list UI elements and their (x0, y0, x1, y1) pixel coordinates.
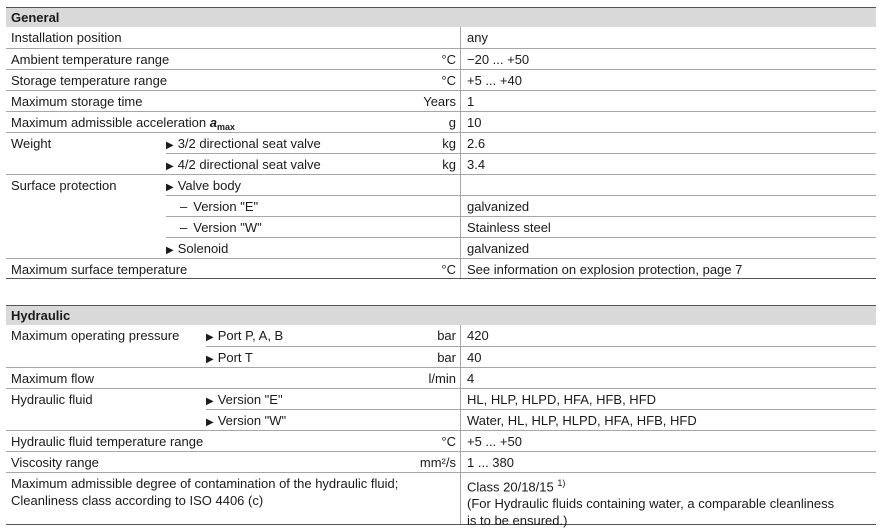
unit: kg (406, 153, 460, 174)
value: 40 (460, 346, 876, 367)
label: Viscosity range (11, 455, 99, 470)
value: 10 (460, 112, 876, 132)
value: any (460, 27, 876, 48)
label: Hydraulic fluid temperature range (11, 434, 204, 449)
right-triangle-icon: ▶ (166, 140, 174, 151)
right-triangle-icon: ▶ (206, 417, 214, 428)
sub-text: 3/2 directional seat valve (177, 136, 321, 151)
row-weight-2 (6, 153, 876, 174)
sub-label (166, 153, 406, 174)
sub-text: Version "E" (193, 199, 259, 214)
row-contamination (6, 472, 876, 529)
unit: °C (441, 52, 456, 67)
label-text: Maximum admissible acceleration (11, 115, 207, 130)
sub-label (166, 133, 406, 153)
general-heading: General (6, 7, 876, 27)
label: Hydraulic fluid (11, 392, 93, 407)
sub-label (206, 409, 406, 430)
unit (406, 389, 460, 409)
sub-text: Version "E" (217, 392, 283, 407)
right-triangle-icon: ▶ (206, 396, 214, 407)
unit: l/min (428, 371, 456, 386)
value: galvanized (460, 237, 876, 258)
label: Maximum surface temperature (11, 262, 188, 277)
value-line-2: (For Hydraulic fluids containing water, a comparable cleanliness (467, 496, 835, 512)
row-installation-position (6, 27, 876, 48)
value: −20 ... +50 (460, 49, 876, 69)
row-ambient-temp (6, 48, 876, 69)
value (460, 175, 876, 195)
row-surface-temp (6, 258, 876, 279)
class-text: Class 20/18/15 (467, 479, 554, 495)
value: 420 (460, 325, 876, 346)
row-acceleration (6, 111, 876, 132)
label (6, 112, 406, 132)
value: Water, HL, HLP, HLPD, HFA, HFB, HFD (460, 409, 876, 430)
unit (406, 175, 460, 195)
value: +5 ... +50 (460, 431, 876, 451)
value: 1 ... 380 (460, 452, 876, 472)
sub-text: Solenoid (177, 241, 229, 256)
sub-label (166, 195, 406, 216)
row-surface-solenoid (6, 237, 876, 258)
spacer (6, 216, 166, 237)
spacer (6, 409, 206, 430)
sub-label (166, 175, 406, 195)
label: Weight (11, 136, 52, 151)
label: Ambient temperature range (11, 52, 170, 67)
value: HL, HLP, HLPD, HFA, HFB, HFD (460, 389, 876, 409)
general-section (6, 7, 876, 279)
right-triangle-icon: ▶ (206, 332, 214, 343)
sub-text: Port P, A, B (217, 328, 284, 343)
row-fluid-temp (6, 430, 876, 451)
sub-text: Version "W" (217, 413, 287, 428)
subscript: max (216, 122, 235, 132)
value: galvanized (460, 195, 876, 216)
right-triangle-icon: ▶ (166, 245, 174, 256)
unit: °C (441, 73, 456, 88)
row-storage-time (6, 90, 876, 111)
label-line-2: Cleanliness class according to ISO 4406 (c) (11, 493, 264, 508)
sub-label (206, 389, 406, 409)
label: Maximum flow (11, 371, 95, 386)
row-fluid-1 (6, 388, 876, 409)
row-storage-temp (6, 69, 876, 90)
unit (406, 195, 460, 216)
sub-label (166, 237, 406, 258)
value-line-3: is to be ensured.) (467, 513, 568, 529)
row-viscosity (6, 451, 876, 472)
dash-mark: – (180, 220, 188, 235)
row-fluid-2 (6, 409, 876, 430)
unit: °C (441, 262, 456, 277)
unit: kg (442, 136, 456, 151)
unit: °C (441, 434, 456, 449)
sub-text: Version "W" (193, 220, 262, 235)
value: 1 (460, 91, 876, 111)
label-line-1: Maximum admissible degree of contamination of the hydraulic fluid; (11, 476, 399, 491)
right-triangle-icon: ▶ (166, 161, 174, 172)
footnote-marker: 1) (557, 478, 566, 488)
label: Storage temperature range (11, 73, 168, 88)
value: 2.6 (460, 133, 876, 153)
label: Maximum operating pressure (11, 328, 180, 343)
value (460, 473, 876, 529)
row-surface-version-e (6, 195, 876, 216)
unit (406, 216, 460, 237)
unit (406, 409, 460, 430)
spacer (6, 237, 166, 258)
sub-label (166, 216, 406, 237)
label: Maximum storage time (11, 94, 143, 109)
row-surface-version-w (6, 216, 876, 237)
unit: mm²/s (419, 455, 456, 470)
hydraulic-heading: Hydraulic (6, 305, 876, 325)
label: Surface protection (11, 178, 117, 193)
value: Stainless steel (460, 216, 876, 237)
value: +5 ... +40 (460, 70, 876, 90)
unit: g (448, 115, 456, 130)
sub-text: 4/2 directional seat valve (177, 157, 321, 172)
sub-label (206, 325, 406, 346)
unit: Years (423, 94, 456, 109)
spacer (6, 153, 166, 174)
label: Installation position (11, 30, 122, 45)
hydraulic-section (6, 305, 876, 529)
right-triangle-icon: ▶ (206, 354, 214, 365)
value: 4 (460, 368, 876, 388)
symbol: a (209, 115, 217, 130)
sub-text: Valve body (177, 178, 242, 193)
unit: bar (406, 346, 460, 367)
sub-text: Port T (217, 350, 253, 365)
value: See information on explosion protection, page 7 (460, 259, 876, 278)
unit (406, 237, 460, 258)
row-pressure-2 (6, 346, 876, 367)
unit: bar (437, 328, 456, 343)
right-triangle-icon: ▶ (166, 182, 174, 193)
dash-mark: – (180, 199, 188, 214)
unit (406, 27, 460, 48)
row-weight-1 (6, 132, 876, 153)
row-max-flow (6, 367, 876, 388)
row-surface-protection (6, 174, 876, 195)
value: 3.4 (460, 153, 876, 174)
spacer (6, 346, 206, 367)
row-pressure-1 (6, 325, 876, 346)
sub-label (206, 346, 406, 367)
value-line-1 (467, 475, 876, 495)
spacer (6, 195, 166, 216)
label (6, 473, 460, 524)
